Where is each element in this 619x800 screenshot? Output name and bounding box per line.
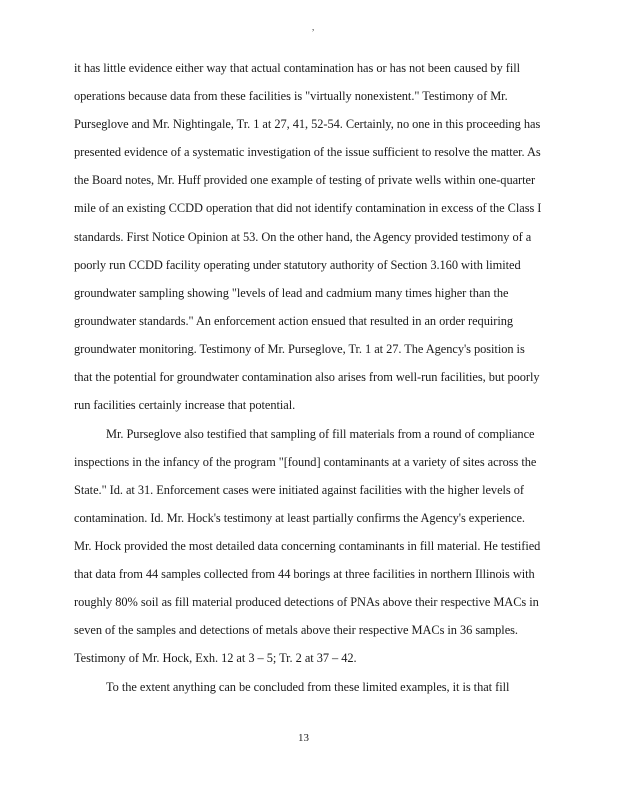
text-line: Mr. Purseglove also testified that sampling of fill materials from a round of compliance	[106, 427, 535, 441]
text-line: operations because data from these facilities is "virtually nonexistent." Testimony of Mr.	[74, 89, 508, 103]
text-line: the Board notes, Mr. Huff provided one example of testing of private wells within one-quarter	[74, 173, 536, 187]
text-line: groundwater monitoring. Testimony of Mr. Purseglove, Tr. 1 at 27. The Agency's position is	[74, 342, 525, 356]
text-line: groundwater sampling showing "levels of lead and cadmium many times higher than the	[74, 286, 509, 300]
text-line: that the potential for groundwater contamination also arises from well-run facilities, but poorly	[74, 370, 540, 384]
text-line: it has little evidence either way that actual contamination has or has not been caused by fill	[74, 61, 521, 75]
text-line: run facilities certainly increase that potential.	[74, 398, 296, 412]
page-number: 13	[298, 732, 309, 744]
top-mark: ,	[312, 22, 315, 32]
text-line: Mr. Hock provided the most detailed data concerning contaminants in fill material. He testified	[74, 539, 541, 553]
text-line: seven of the samples and detections of metals above their respective MACs in 36 samples.	[74, 623, 518, 637]
text-line: presented evidence of a systematic investigation of the issue sufficient to resolve the matter. As	[74, 145, 541, 159]
text-line: Testimony of Mr. Hock, Exh. 12 at 3 – 5; Tr. 2 at 37 – 42.	[74, 651, 357, 665]
text-line: mile of an existing CCDD operation that did not identify contamination in excess of the Class I	[74, 201, 542, 215]
text-line: groundwater standards." An enforcement action ensued that resulted in an order requiring	[74, 314, 514, 328]
text-line: roughly 80% soil as fill material produced detections of PNAs above their respective MACs in	[74, 595, 539, 609]
text-line: inspections in the infancy of the program "[found] contaminants at a variety of sites across the	[74, 455, 537, 469]
text-line: contamination. Id. Mr. Hock's testimony at least partially confirms the Agency's experience.	[74, 511, 525, 525]
text-line: To the extent anything can be concluded from these limited examples, it is that fill	[106, 680, 510, 694]
text-line: Purseglove and Mr. Nightingale, Tr. 1 at 27, 41, 52-54. Certainly, no one in this proceeding has	[74, 117, 541, 131]
text-line: poorly run CCDD facility operating under statutory authority of Section 3.160 with limited	[74, 258, 521, 272]
text-line: that data from 44 samples collected from 44 borings at three facilities in northern Illinois with	[74, 567, 535, 581]
text-line: standards. First Notice Opinion at 53. On the other hand, the Agency provided testimony of a	[74, 230, 532, 244]
text-line: State." Id. at 31. Enforcement cases were initiated against facilities with the higher levels of	[74, 483, 524, 497]
